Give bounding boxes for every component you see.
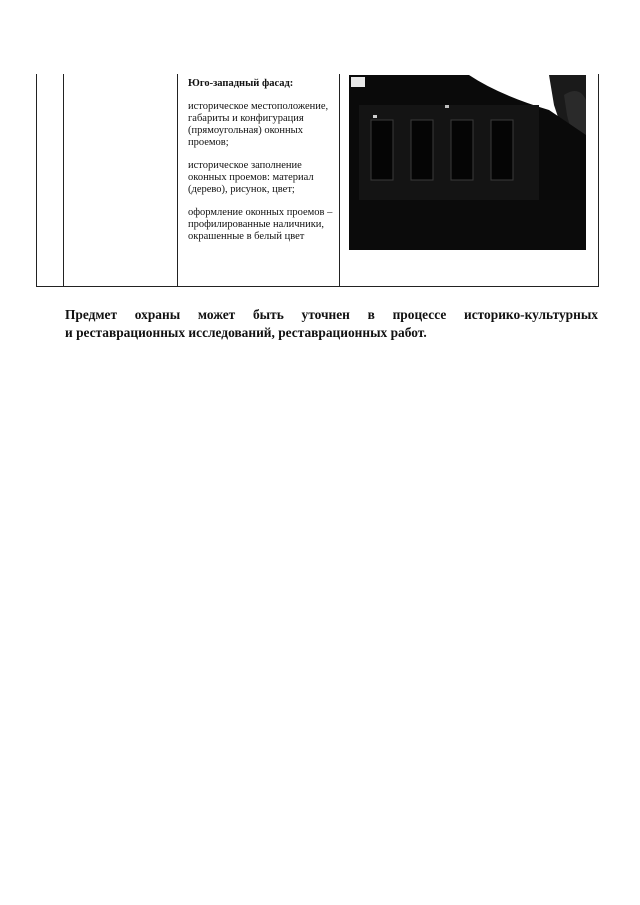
protection-item-decoration: оформление оконных проемов – профилированные наличники, окрашенные в белый цвет [188, 207, 333, 242]
column-separator-3 [339, 74, 340, 286]
facade-photo-image [349, 75, 586, 250]
protection-table [36, 74, 599, 287]
protection-item-location: историческое местоположение, габариты и конфигурация (прямоугольная) оконных проемов; [188, 101, 329, 148]
column-separator-2 [177, 74, 178, 286]
facade-photo [349, 75, 586, 250]
column-separator-1 [63, 74, 64, 286]
protection-description-cell [188, 78, 338, 254]
protection-note-line-2: и реставрационных исследований, реставрационных работ. [65, 325, 427, 340]
protection-item-filling: историческое заполнение оконных проемов: материал (дерево), рисунок, цвет; [188, 160, 314, 195]
protection-note-line-1: Предмет охраны может быть уточнен в процессе историко-культурных [65, 307, 598, 322]
facade-heading: Юго-западный фасад: [188, 78, 294, 89]
protection-note [65, 306, 598, 342]
